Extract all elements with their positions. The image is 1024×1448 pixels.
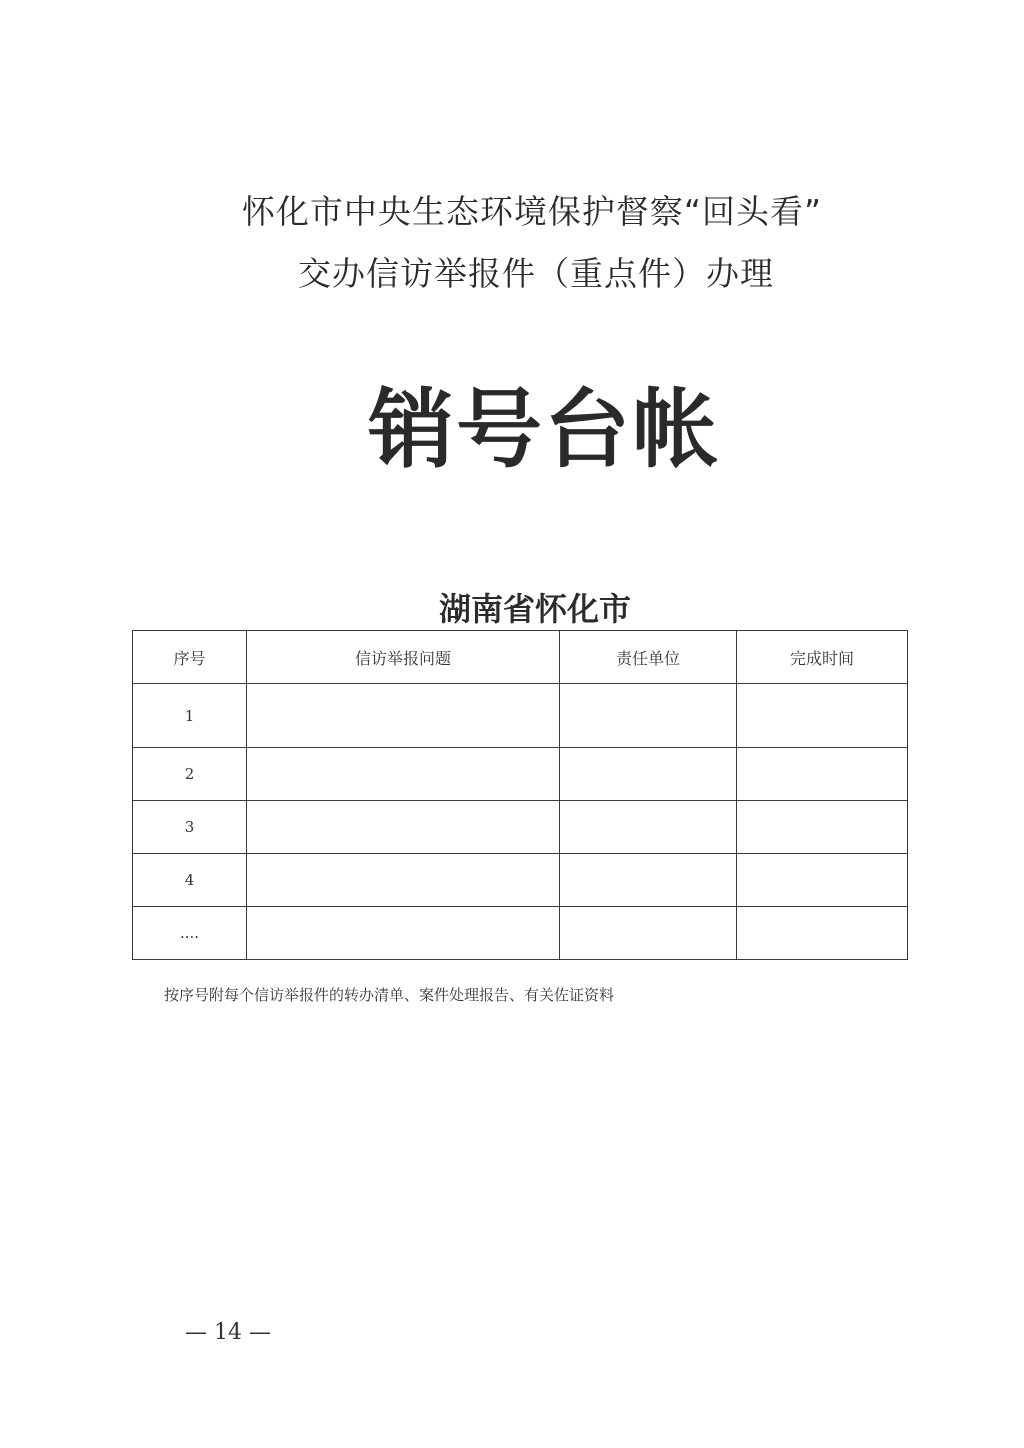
header-issue: 信访举报问题 (247, 631, 560, 684)
cell-issue (247, 907, 560, 960)
ledger-table (132, 630, 908, 960)
table-row (133, 684, 908, 748)
title-line-1: 怀化市中央生态环境保护督察“回头看” (241, 192, 823, 231)
cell-completion-time (737, 801, 908, 854)
cell-sequence: 4 (133, 854, 247, 907)
cell-issue (247, 684, 560, 748)
header-sequence: 序号 (133, 631, 247, 684)
cell-sequence: 2 (133, 748, 247, 801)
cell-responsible-unit (560, 748, 737, 801)
region-heading: 湖南省怀化市 (438, 590, 631, 628)
cell-issue (247, 748, 560, 801)
header-completion-time: 完成时间 (737, 631, 908, 684)
cell-responsible-unit (560, 854, 737, 907)
cell-responsible-unit (560, 801, 737, 854)
cell-issue (247, 801, 560, 854)
header-responsible-unit: 责任单位 (560, 631, 737, 684)
table-row (133, 854, 908, 907)
main-heading: 销号台帐 (368, 379, 720, 480)
cell-completion-time (737, 684, 908, 748)
table-row (133, 907, 908, 960)
title-line-2: 交办信访举报件（重点件）办理 (298, 254, 774, 293)
cell-sequence: 3 (133, 801, 247, 854)
table-row (133, 748, 908, 801)
cell-sequence: 1 (133, 684, 247, 748)
cell-responsible-unit (560, 907, 737, 960)
cell-completion-time (737, 748, 908, 801)
page-number: — 14 — (185, 1320, 271, 1345)
cell-sequence: .... (133, 907, 247, 960)
cell-completion-time (737, 907, 908, 960)
cell-completion-time (737, 854, 908, 907)
footnote: 按序号附每个信访举报件的转办清单、案件处理报告、有关佐证资料 (164, 986, 615, 1004)
cell-responsible-unit (560, 684, 737, 748)
table-row (133, 801, 908, 854)
cell-issue (247, 854, 560, 907)
table-header-row (133, 631, 908, 684)
